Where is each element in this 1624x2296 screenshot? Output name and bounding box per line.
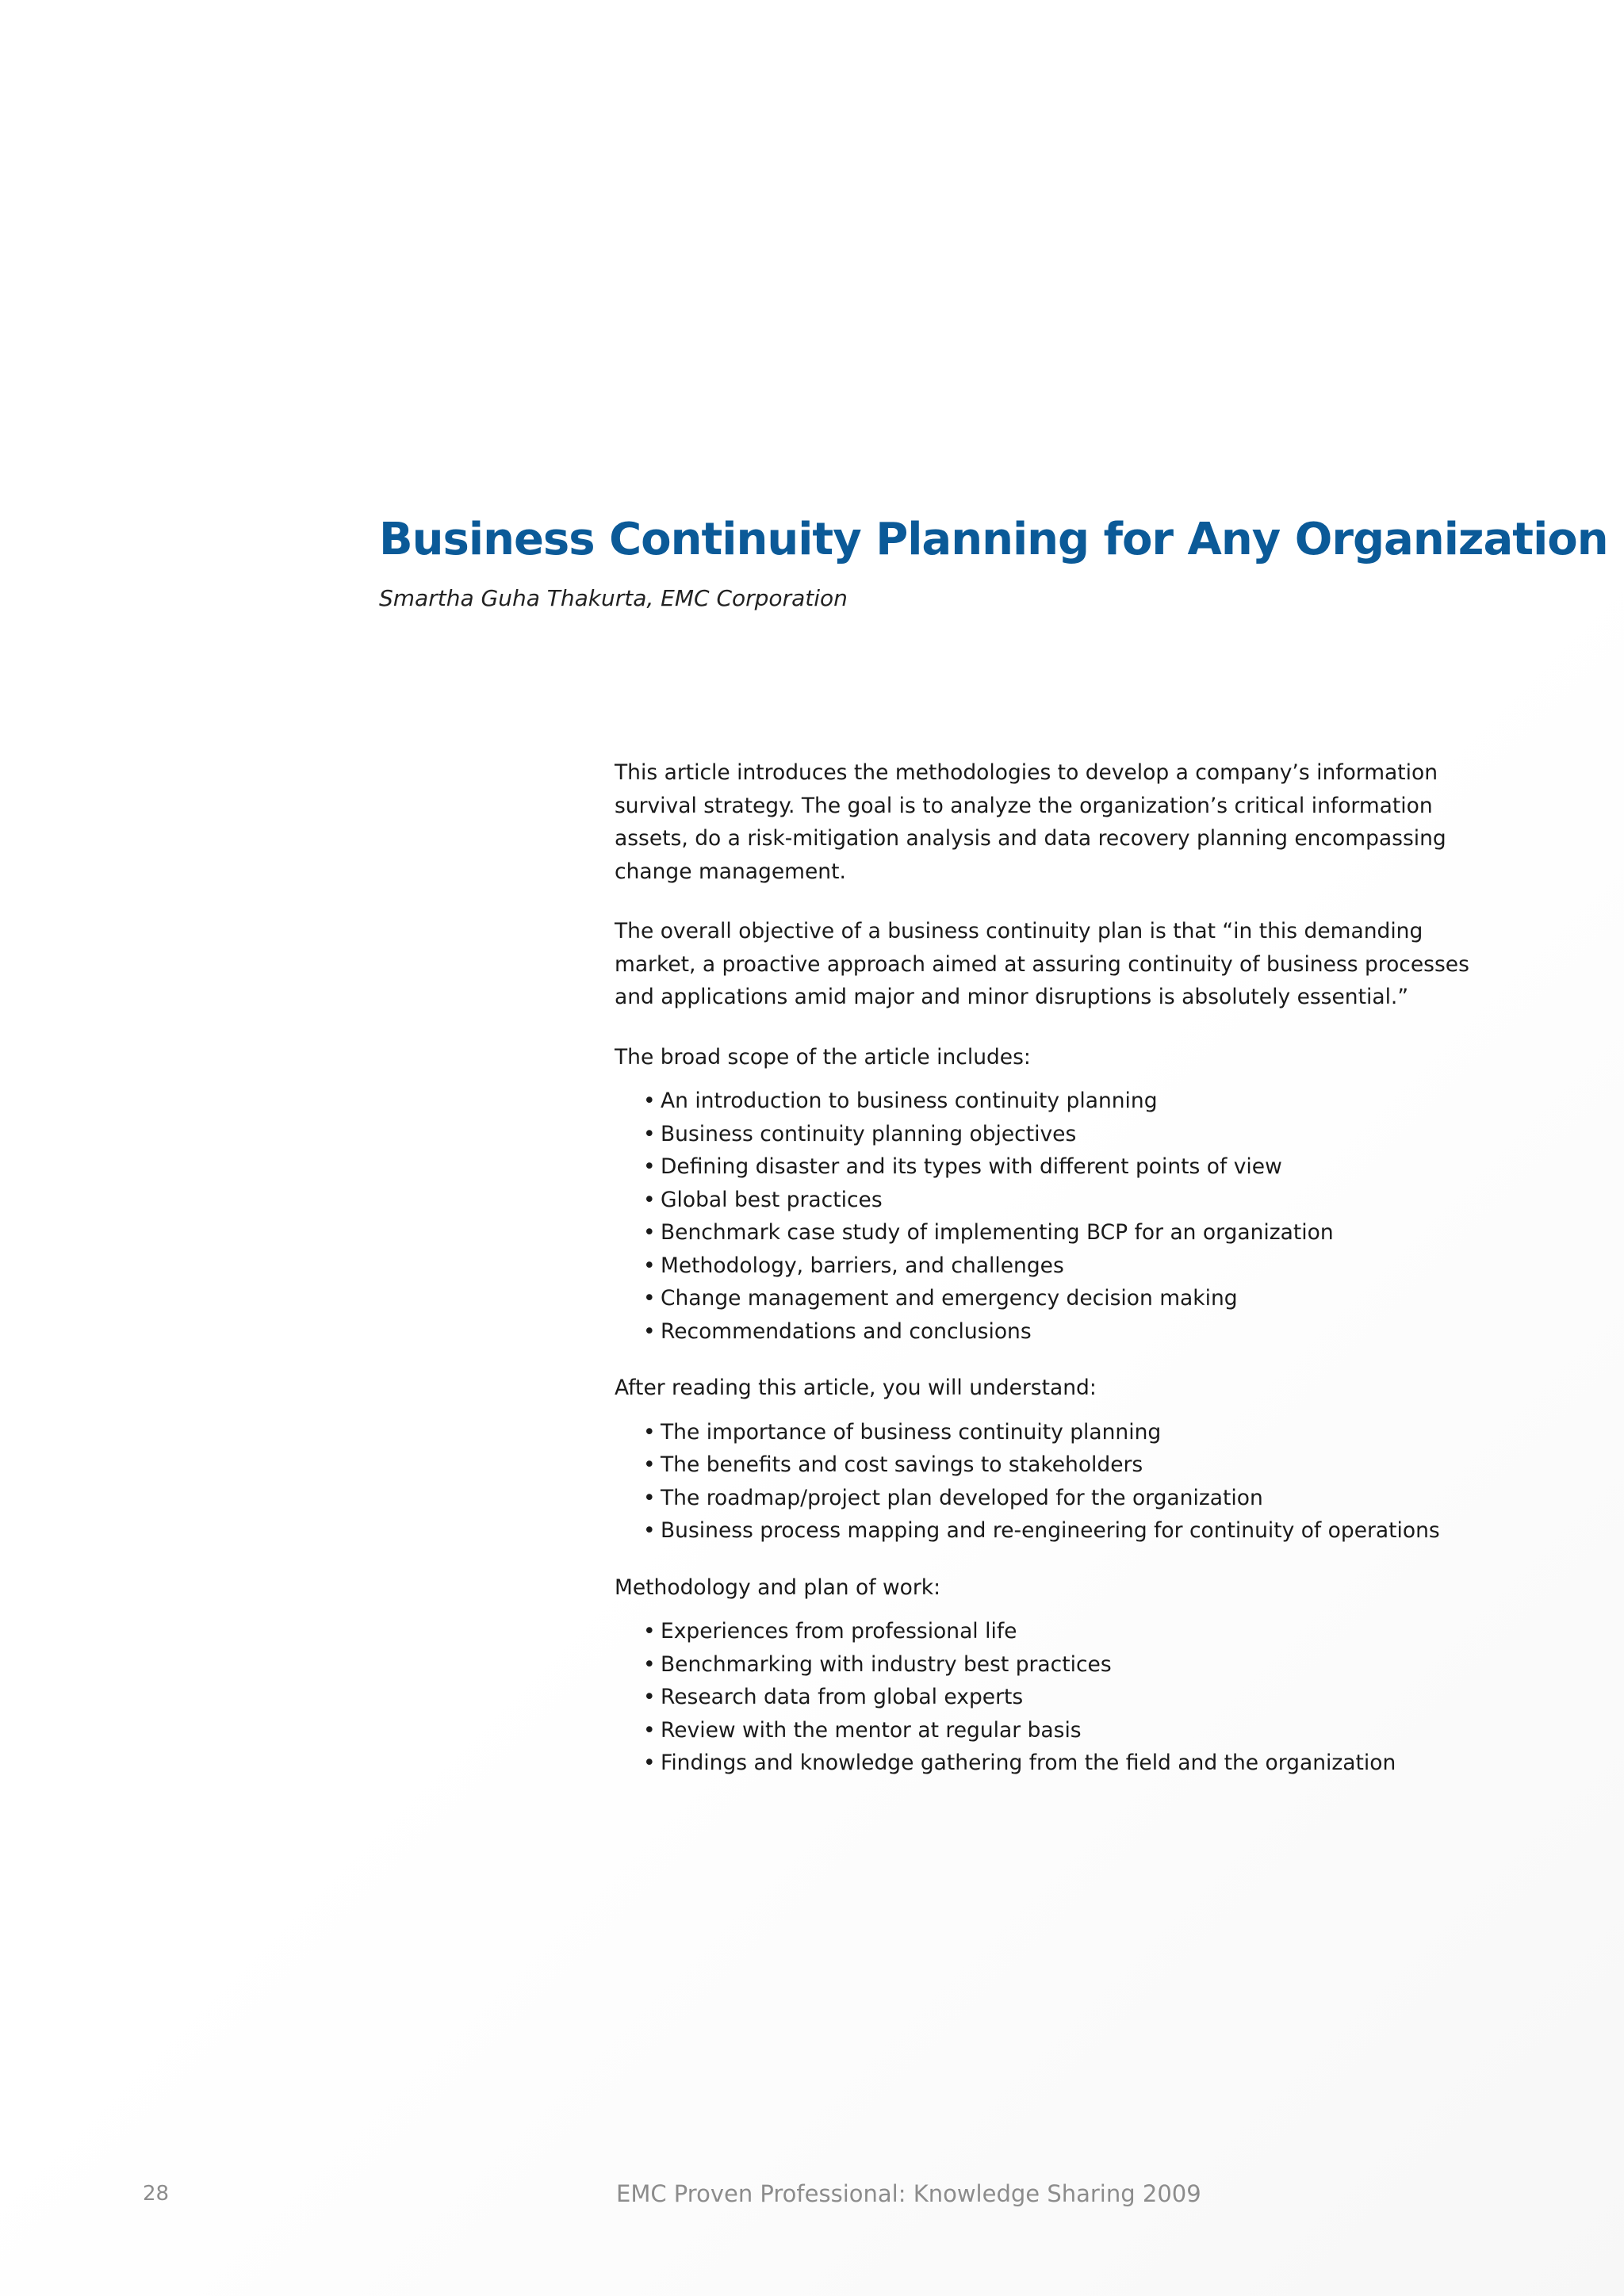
bullet-icon: • bbox=[643, 1318, 656, 1344]
bullet-icon: • bbox=[643, 1619, 656, 1644]
article-byline: Smartha Guha Thakurta, EMC Corporation bbox=[379, 585, 848, 611]
bullet-icon: • bbox=[643, 1651, 656, 1677]
bullet-icon: • bbox=[643, 1187, 656, 1212]
understand-lead: After reading this article, you will understand: bbox=[615, 1376, 1097, 1400]
bullet-icon: • bbox=[643, 1751, 656, 1775]
bullet-icon: • bbox=[643, 1452, 656, 1477]
bullet-icon: • bbox=[643, 1419, 656, 1445]
article-title: Business Continuity Planning for Any Organization bbox=[379, 514, 1608, 565]
understand-list bbox=[615, 1416, 1487, 1548]
list-item: • Recommendations and conclusions bbox=[643, 1315, 1487, 1349]
intro-paragraph: This article introduces the methodologies to develop a company’s information survival strategy. The goal is to analyze the organization’s critical information assets, do a risk-mitigation analysis and data recovery planning encompassing change management. bbox=[615, 760, 1446, 884]
list-item: • Defining disaster and its types with different points of view bbox=[643, 1150, 1487, 1184]
bullet-icon: • bbox=[643, 1253, 656, 1278]
list-item: • Benchmarking with industry best practices bbox=[643, 1648, 1487, 1682]
page-number: 28 bbox=[143, 2182, 170, 2206]
methodology-list bbox=[615, 1615, 1487, 1780]
bullet-icon: • bbox=[643, 1286, 656, 1311]
list-item: • Change management and emergency decision making bbox=[643, 1282, 1487, 1315]
bullet-icon: • bbox=[643, 1121, 656, 1146]
bullet-icon: • bbox=[643, 1518, 656, 1543]
bullet-icon: • bbox=[643, 1154, 656, 1179]
article-body bbox=[615, 756, 1487, 1804]
list-item: • Business continuity planning objectives bbox=[643, 1118, 1487, 1151]
list-item: • Experiences from professional life bbox=[643, 1615, 1487, 1648]
bullet-icon: • bbox=[643, 1717, 656, 1743]
bullet-icon: • bbox=[643, 1220, 656, 1245]
list-item: • The roadmap/project plan developed for the organization bbox=[643, 1482, 1487, 1515]
list-item: • The importance of business continuity planning bbox=[643, 1416, 1487, 1449]
bullet-icon: • bbox=[643, 1089, 656, 1113]
list-item: • Methodology, barriers, and challenges bbox=[643, 1249, 1487, 1283]
list-item: • Review with the mentor at regular basis bbox=[643, 1714, 1487, 1747]
list-item: • Research data from global experts bbox=[643, 1681, 1487, 1714]
methodology-lead: Methodology and plan of work: bbox=[615, 1575, 941, 1600]
list-item: • An introduction to business continuity planning bbox=[643, 1085, 1487, 1118]
scope-lead: The broad scope of the article includes: bbox=[615, 1044, 1031, 1070]
list-item: • Global best practices bbox=[643, 1184, 1487, 1217]
scope-list bbox=[615, 1085, 1487, 1348]
bullet-icon: • bbox=[643, 1685, 656, 1709]
running-footer: EMC Proven Professional: Knowledge Sharing 2009 bbox=[616, 2180, 1201, 2207]
bullet-icon: • bbox=[643, 1485, 656, 1510]
list-item: • Benchmark case study of implementing BCP for an organization bbox=[643, 1216, 1487, 1249]
list-item: • The benefits and cost savings to stakeholders bbox=[643, 1448, 1487, 1482]
objective-paragraph: The overall objective of a business continuity plan is that “in this demanding market, a proactive approach aimed at assuring continuity of business processes and applications amid major and minor disruptions is absolutely essential.” bbox=[615, 919, 1469, 1009]
list-item: • Findings and knowledge gathering from the field and the organization bbox=[643, 1747, 1487, 1780]
list-item: • Business process mapping and re-engineering for continuity of operations bbox=[643, 1514, 1487, 1548]
